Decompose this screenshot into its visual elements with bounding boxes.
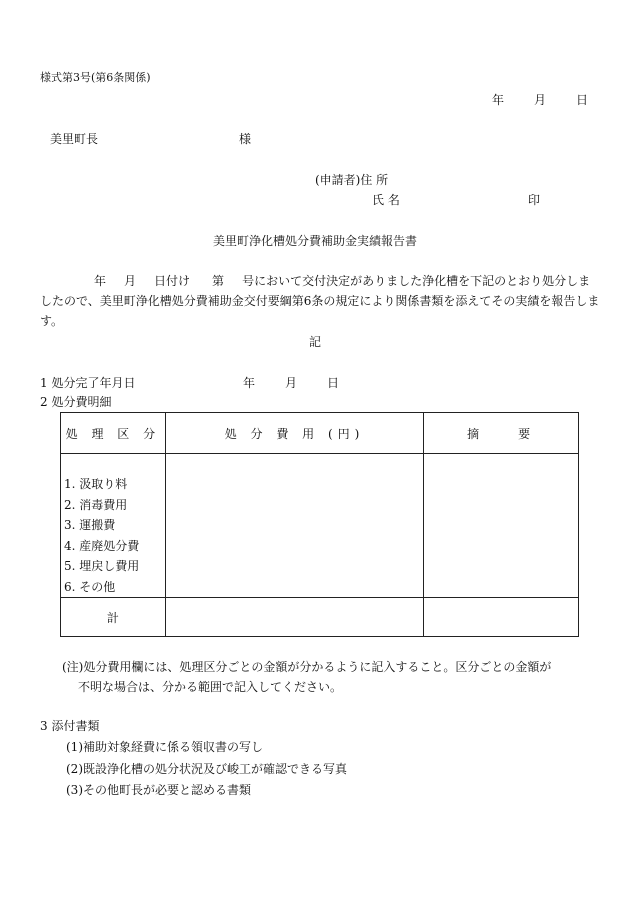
list-item: 6. その他 bbox=[64, 579, 116, 594]
section2-label: 2 処分費明細 bbox=[40, 395, 112, 409]
table-total-row bbox=[61, 598, 579, 637]
list-item: 5. 埋戻し費用 bbox=[64, 559, 140, 573]
body-text: 号において交付決定がありました浄化槽を下記のとおり処分しましたので、美里町浄化槽処分費補助金交付要綱第6条の規定により関係書類を添えてその実績を報告します。 bbox=[40, 274, 600, 328]
total-label: 計 bbox=[61, 598, 166, 637]
attachment-item: (2)既設浄化槽の処分状況及び峻工が確認できる写真 bbox=[66, 762, 348, 776]
header-category: 処 理 区 分 bbox=[61, 413, 166, 454]
form-number: 様式第3号(第6条関係) bbox=[40, 71, 151, 84]
table-note bbox=[62, 657, 602, 697]
section3-label: 3 添付書類 bbox=[40, 719, 100, 733]
applicant-name-label: 氏 名 bbox=[372, 193, 400, 207]
header-date-month: 月 bbox=[534, 93, 547, 107]
section1-year: 年 bbox=[243, 376, 256, 390]
remarks-entry-cell[interactable] bbox=[424, 454, 579, 598]
total-remarks-cell[interactable] bbox=[424, 598, 579, 637]
cost-entry-cell[interactable] bbox=[165, 454, 423, 598]
list-item: 4. 産廃処分費 bbox=[64, 538, 140, 553]
body-paragraph bbox=[40, 271, 600, 331]
header-remarks: 摘 要 bbox=[424, 413, 579, 454]
total-cost-cell[interactable] bbox=[165, 598, 423, 637]
body-month: 月 bbox=[124, 274, 137, 288]
seal-mark: 印 bbox=[528, 193, 541, 207]
section1-label: 1 処分完了年月日 bbox=[40, 376, 136, 390]
table-items-row bbox=[61, 454, 579, 598]
attachment-item: (3)その他町長が必要と認める書類 bbox=[66, 783, 251, 797]
list-item: 2. 消毒費用 bbox=[64, 497, 128, 512]
header-date-year: 年 bbox=[492, 93, 505, 107]
document-title: 美里町浄化槽処分費補助金実績報告書 bbox=[212, 234, 417, 248]
attachment-item: (1)補助対象経費に係る領収書の写し bbox=[66, 740, 263, 754]
ki-heading: 記 bbox=[309, 335, 322, 349]
items-cell bbox=[61, 454, 166, 598]
fee-table bbox=[60, 412, 579, 637]
section1-date bbox=[243, 375, 339, 391]
table-header-row bbox=[61, 413, 579, 454]
body-number-prefix: 第 bbox=[212, 274, 225, 288]
header-date-day: 日 bbox=[576, 93, 589, 107]
body-year: 年 bbox=[94, 274, 107, 288]
applicant-address-label: (申請者)住 所 bbox=[315, 173, 389, 187]
section1-day: 日 bbox=[327, 376, 340, 390]
header-date bbox=[492, 92, 588, 108]
section1-month: 月 bbox=[285, 376, 298, 390]
header-cost: 処 分 費 用 (円) bbox=[165, 413, 423, 454]
note-line-2: 不明な場合は、分かる範囲で記入してください。 bbox=[78, 680, 343, 694]
note-line-1: (注)処分費用欄には、処理区分ごとの金額が分かるように記入すること。区分ごとの金額が bbox=[62, 660, 552, 674]
addressee-honorific: 様 bbox=[239, 132, 252, 146]
list-item: 1. 汲取り料 bbox=[64, 477, 128, 491]
list-item: 3. 運搬費 bbox=[64, 518, 116, 532]
body-date-suffix: 日付け bbox=[154, 274, 191, 288]
addressee-name: 美里町長 bbox=[50, 132, 99, 146]
